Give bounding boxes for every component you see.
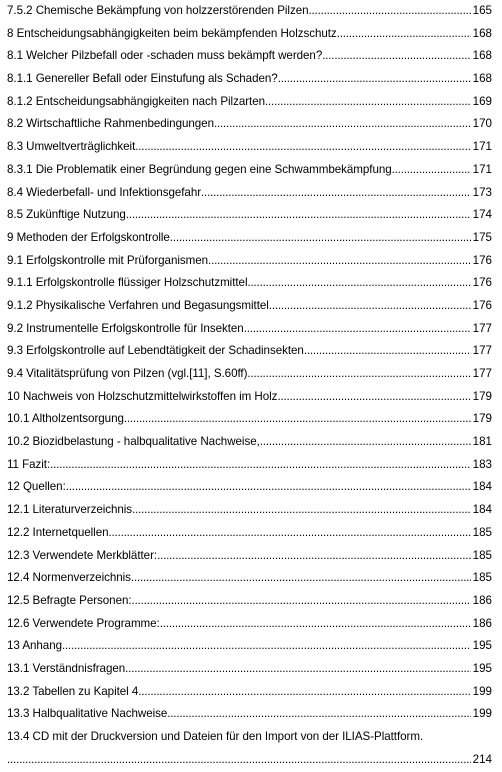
toc-entry-page-number: 176: [472, 276, 492, 290]
toc-dot-leader: [124, 408, 471, 431]
toc-entry[interactable]: [7, 363, 492, 386]
toc-entry[interactable]: [7, 272, 492, 295]
toc-entry[interactable]: [7, 476, 492, 499]
toc-entry-title: 8 Entscheidungsabhängigkeiten beim bekämpfenden Holzschutz: [7, 23, 337, 46]
toc-entry[interactable]: [7, 454, 492, 477]
toc-entry[interactable]: [7, 658, 492, 681]
toc-entry-title: 12.5 Befragte Personen:: [7, 590, 132, 613]
toc-entry[interactable]: [7, 91, 492, 114]
toc-entry-title: 9.4 Vitalitätsprüfung von Pilzen (vgl.[11], S.60ff): [7, 363, 247, 386]
toc-entry[interactable]: [7, 386, 492, 409]
toc-entry-page-number: 174: [472, 208, 492, 222]
toc-entry-title: 10.1 Altholzentsorgung: [7, 408, 124, 431]
toc-entry-page-number: 195: [472, 639, 492, 653]
toc-dot-leader: [322, 45, 471, 68]
toc-entry[interactable]: [7, 613, 492, 636]
toc-entry-page-number: 168: [472, 26, 492, 40]
toc-dot-leader: [131, 567, 471, 590]
toc-entry-page-number: 170: [472, 117, 492, 131]
toc-dot-leader: [125, 658, 471, 681]
toc-entry[interactable]: [7, 295, 492, 318]
toc-entry-title: 8.5 Zukünftige Nutzung: [7, 204, 126, 227]
toc-dot-leader: [309, 0, 472, 23]
toc-entry-page-number: 177: [472, 321, 492, 335]
toc-entry-title: 8.1.2 Entscheidungsabhängigkeiten nach Pilzarten: [7, 91, 265, 114]
toc-entry[interactable]: [7, 0, 492, 23]
toc-entry-page-number: 186: [472, 616, 492, 630]
toc-entry-page-number: 176: [472, 253, 492, 267]
toc-entry-title: 9.1.1 Erfolgskontrolle flüssiger Holzschutzmittel: [7, 272, 247, 295]
toc-dot-leader: [135, 136, 471, 159]
toc-entry[interactable]: [7, 408, 492, 431]
toc-entry-page-number: 177: [472, 344, 492, 358]
toc-entry-title: 13.2 Tabellen zu Kapitel 4: [7, 681, 138, 704]
toc-entry-page-number: 171: [472, 140, 492, 154]
toc-dot-leader: [277, 386, 471, 409]
toc-dot-leader: [126, 204, 471, 227]
toc-entry-title: 13.4 CD mit der Druckversion und Dateien für den Import von der ILIAS-Plattform.: [7, 730, 424, 743]
toc-entry[interactable]: [7, 182, 492, 205]
toc-entry-title: 12 Quellen:: [7, 476, 66, 499]
toc-dot-leader: [247, 272, 471, 295]
toc-entry-title: 8.3.1 Die Problematik einer Begründung gegen eine Schwammbekämpfung: [7, 159, 392, 182]
toc-entry-title: 8.4 Wiederbefall- und Infektionsgefahr: [7, 182, 201, 205]
toc-dot-leader: [157, 545, 471, 568]
toc-dot-leader: [62, 635, 471, 658]
toc-entry-page-number: 186: [472, 593, 492, 607]
toc-entry-title: 8.2 Wirtschaftliche Rahmenbedingungen: [7, 113, 214, 136]
toc-entry-page-number: 183: [472, 457, 492, 471]
toc-dot-leader: [160, 613, 471, 636]
toc-entry-title: 11 Fazit:: [7, 454, 50, 477]
toc-entry-page-number: 179: [472, 389, 492, 403]
toc-entry[interactable]: [7, 68, 492, 91]
toc-dot-leader: [208, 250, 471, 273]
toc-entry-title: 13.3 Halbqualitative Nachweise: [7, 703, 167, 726]
toc-entry-title: 9 Methoden der Erfolgskontrolle: [7, 227, 170, 250]
toc-entry-title: 13 Anhang: [7, 635, 62, 658]
toc-dot-leader: [201, 182, 471, 205]
toc-entry[interactable]: [7, 45, 492, 68]
toc-entry-page-number: 195: [472, 661, 492, 675]
toc-entry-title: 12.6 Verwendete Programme:: [7, 613, 160, 636]
toc-dot-leader: [109, 522, 472, 545]
toc-entry[interactable]: [7, 340, 492, 363]
toc-dot-leader: [337, 23, 471, 46]
toc-dot-leader: [214, 113, 471, 136]
toc-entry-title: 10 Nachweis von Holzschutzmittelwirkstoffen im Holz: [7, 386, 277, 409]
toc-entry-page-number: 168: [472, 49, 492, 63]
toc-entry[interactable]: [7, 136, 492, 159]
toc-entry[interactable]: [7, 545, 492, 568]
toc-entry-title: 8.1.1 Genereller Befall oder Einstufung als Schaden?: [7, 68, 278, 91]
toc-entry[interactable]: [7, 227, 492, 250]
toc-entry-page-number: 179: [472, 412, 492, 426]
toc-entry-page-number: 199: [472, 684, 492, 698]
toc-entry-title: 12.4 Normenverzeichnis: [7, 567, 131, 590]
toc-dot-leader: [138, 681, 471, 704]
toc-entry[interactable]: [7, 431, 492, 454]
toc-dot-leader: [278, 68, 471, 91]
toc-entry-title: 12.3 Verwendete Merkblätter:: [7, 545, 157, 568]
toc-dot-leader: [244, 318, 471, 341]
toc-entry-title: 9.3 Erfolgskontrolle auf Lebendtätigkeit der Schadinsekten: [7, 340, 304, 363]
toc-entry-page-number: 185: [472, 525, 492, 539]
toc-entry-page-number: 168: [472, 72, 492, 86]
toc-dot-leader: [260, 431, 471, 454]
toc-dot-leader: [66, 476, 471, 499]
toc-entry-page-number: 177: [472, 367, 492, 380]
table-of-contents: [7, 0, 492, 771]
toc-entry[interactable]: [7, 159, 492, 182]
toc-entry-title: 10.2 Biozidbelastung - halbqualitative Nachweise,: [7, 431, 260, 454]
toc-entry-page-number: 169: [472, 94, 492, 108]
toc-entry-page-number: 175: [472, 230, 492, 244]
toc-dot-leader: [265, 91, 471, 114]
toc-entry[interactable]: [7, 703, 492, 726]
toc-entry[interactable]: [7, 567, 492, 590]
toc-entry-page-number: 181: [472, 435, 492, 449]
toc-dot-leader: [304, 340, 471, 363]
toc-entry[interactable]: [7, 590, 492, 613]
toc-dot-leader: [132, 590, 471, 613]
toc-entry[interactable]: [7, 635, 492, 658]
toc-entry-title: 8.3 Umweltverträglichkeit: [7, 136, 135, 159]
toc-entry-page-number: 199: [472, 707, 492, 721]
toc-dot-leader: [392, 159, 471, 182]
toc-entry-page-number: 171: [472, 162, 492, 176]
toc-entry-page-number: 173: [472, 185, 492, 199]
toc-entry-page-number: 165: [472, 4, 492, 17]
toc-entry-title: 7.5.2 Chemische Bekämpfung von holzzerstörenden Pilzen: [7, 0, 309, 23]
toc-entry[interactable]: [7, 204, 492, 227]
toc-entry-page-number: 185: [472, 548, 492, 562]
toc-entry-title: 13.1 Verständnisfragen: [7, 658, 125, 681]
toc-entry[interactable]: [7, 318, 492, 341]
toc-entry[interactable]: [7, 681, 492, 704]
toc-dot-leader: [247, 363, 471, 386]
toc-dot-leader: [50, 454, 471, 477]
toc-entry-page-number: 184: [472, 480, 492, 494]
toc-entry-page-number: 185: [472, 571, 492, 585]
toc-entry-title: 12.1 Literaturverzeichnis: [7, 499, 132, 522]
toc-entry[interactable]: [7, 726, 492, 771]
toc-dot-leader: [167, 703, 471, 726]
toc-entry-page-number: 184: [472, 503, 492, 517]
toc-entry-page-number: 214: [472, 752, 492, 766]
toc-entry[interactable]: [7, 23, 492, 46]
toc-entry-title: 9.1.2 Physikalische Verfahren und Begasungsmittel: [7, 295, 269, 318]
toc-dot-leader: [7, 749, 471, 772]
toc-entry[interactable]: [7, 499, 492, 522]
toc-dot-leader: [132, 499, 471, 522]
toc-dot-leader: [269, 295, 471, 318]
toc-entry[interactable]: [7, 113, 492, 136]
toc-entry[interactable]: [7, 250, 492, 273]
toc-entry-title: 9.1 Erfolgskontrolle mit Prüforganismen: [7, 250, 208, 273]
toc-dot-leader: [170, 227, 471, 250]
toc-entry-page-number: 176: [472, 298, 492, 312]
toc-entry-title: 9.2 Instrumentelle Erfolgskontrolle für Insekten: [7, 318, 244, 341]
toc-entry-title: 12.2 Internetquellen: [7, 522, 109, 545]
toc-entry-title: 8.1 Welcher Pilzbefall oder -schaden muss bekämpft werden?: [7, 45, 322, 68]
toc-entry[interactable]: [7, 522, 492, 545]
